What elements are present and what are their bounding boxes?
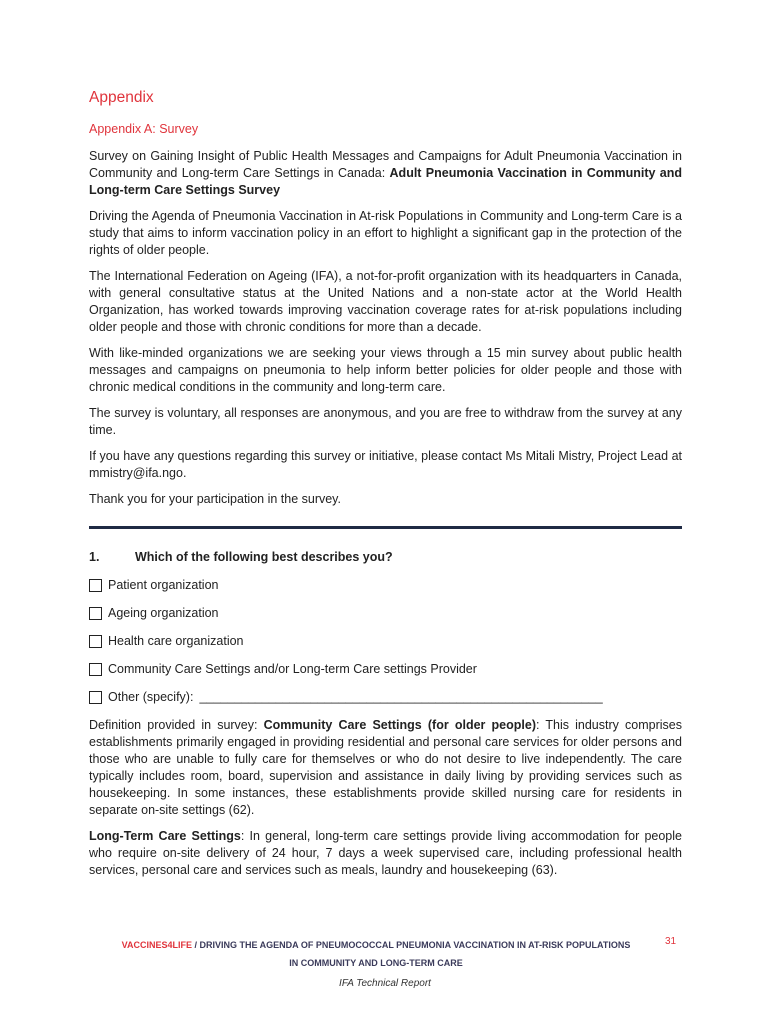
footer-brand: VACCINES4LIFE — [121, 940, 192, 950]
option-label: Health care organization — [108, 634, 244, 648]
page-footer — [96, 936, 656, 972]
option-care-settings-provider[interactable] — [89, 661, 682, 678]
definition-term: Community Care Settings (for older people) — [263, 718, 536, 732]
page-number: 31 — [665, 936, 677, 947]
appendix-a-subheading: Appendix A: Survey — [89, 122, 199, 136]
checkbox-icon[interactable] — [89, 607, 102, 620]
option-label: Community Care Settings and/or Long-term Care settings Provider — [108, 662, 477, 676]
section-divider — [89, 526, 682, 529]
question-1 — [89, 549, 682, 566]
paragraph-contact: If you have any questions regarding this survey or initiative, please contact Ms Mitali Mistry, Project Lead at mmistry@ifa.ngo. — [89, 449, 682, 480]
option-health-care-organization[interactable] — [89, 633, 682, 650]
checkbox-icon[interactable] — [89, 635, 102, 648]
checkbox-icon[interactable] — [89, 579, 102, 592]
option-label: Other (specify): — [108, 690, 194, 704]
question-text: Which of the following best describes you? — [135, 550, 393, 564]
option-patient-organization[interactable] — [89, 577, 682, 594]
definition-community-care — [89, 717, 682, 819]
checkbox-icon[interactable] — [89, 663, 102, 676]
survey-intro — [89, 148, 682, 199]
definition-prefix: Definition provided in survey: — [89, 718, 264, 732]
option-label: Ageing organization — [108, 606, 219, 620]
definition-body: : This industry comprises establishments primarily engaged in providing residential and personal care services for older persons and those who are unable to fully care for themselves or who do not desire to live independently. The care typically includes room, board, supervision and assistance in daily living by providing services such as housekeeping. In some instances, these establishments provide skilled nursing care for residents in separate on-site settings (62). — [89, 718, 682, 817]
survey-intro-text: Survey on Gaining Insight of Public Health Messages and Campaigns for Adult Pneumonia Vaccination in Community and Long-term Care Settings in Canada: — [89, 149, 682, 180]
other-specify-line: __________________________________________________________ — [199, 690, 603, 704]
survey-title: Adult Pneumonia Vaccination in Community and Long-term Care Settings Survey — [89, 166, 682, 197]
option-label: Patient organization — [108, 578, 219, 592]
page-content — [89, 88, 682, 888]
option-other[interactable] — [89, 689, 682, 706]
report-label: IFA Technical Report — [339, 978, 431, 989]
question-number: 1. — [89, 550, 100, 564]
checkbox-icon[interactable] — [89, 691, 102, 704]
definition-body: : In general, long-term care settings provide living accommodation for people who require on-site delivery of 24 hour, 7 days a week supervised care, including professional health services, personal care and services such as meals, laundry and housekeeping (63). — [89, 829, 682, 877]
appendix-heading: Appendix — [89, 89, 154, 106]
paragraph-thanks: Thank you for your participation in the survey. — [89, 492, 341, 506]
paragraph-views: With like-minded organizations we are seeking your views through a 15 min survey about public health messages and campaigns on pneumonia to help inform better policies for older people and those with chronic medical conditions in the community and long-term care. — [89, 346, 682, 394]
footer-title: / DRIVING THE AGENDA OF PNEUMOCOCCAL PNEUMONIA VACCINATION IN AT-RISK POPULATIONS — [192, 940, 631, 950]
definition-long-term-care — [89, 828, 682, 879]
paragraph-study-aim: Driving the Agenda of Pneumonia Vaccination in At-risk Populations in Community and Long-term Care is a study that aims to inform vaccination policy in an effort to highlight a significant gap in the protection of the rights of older people. — [89, 209, 682, 257]
option-ageing-organization[interactable] — [89, 605, 682, 622]
paragraph-ifa: The International Federation on Ageing (IFA), a not-for-profit organization with its headquarters in Canada, with general consultative status at the United Nations and a non-state actor at the World Health Organization, has worked towards improving vaccination coverage rates for at-risk populations including older people and those with chronic conditions for more than a decade. — [89, 269, 682, 334]
paragraph-voluntary: The survey is voluntary, all responses are anonymous, and you are free to withdraw from the survey at any time. — [89, 406, 682, 437]
footer-title-line2: IN COMMUNITY AND LONG-TERM CARE — [289, 958, 463, 968]
definition-term: Long-Term Care Settings — [89, 829, 241, 843]
